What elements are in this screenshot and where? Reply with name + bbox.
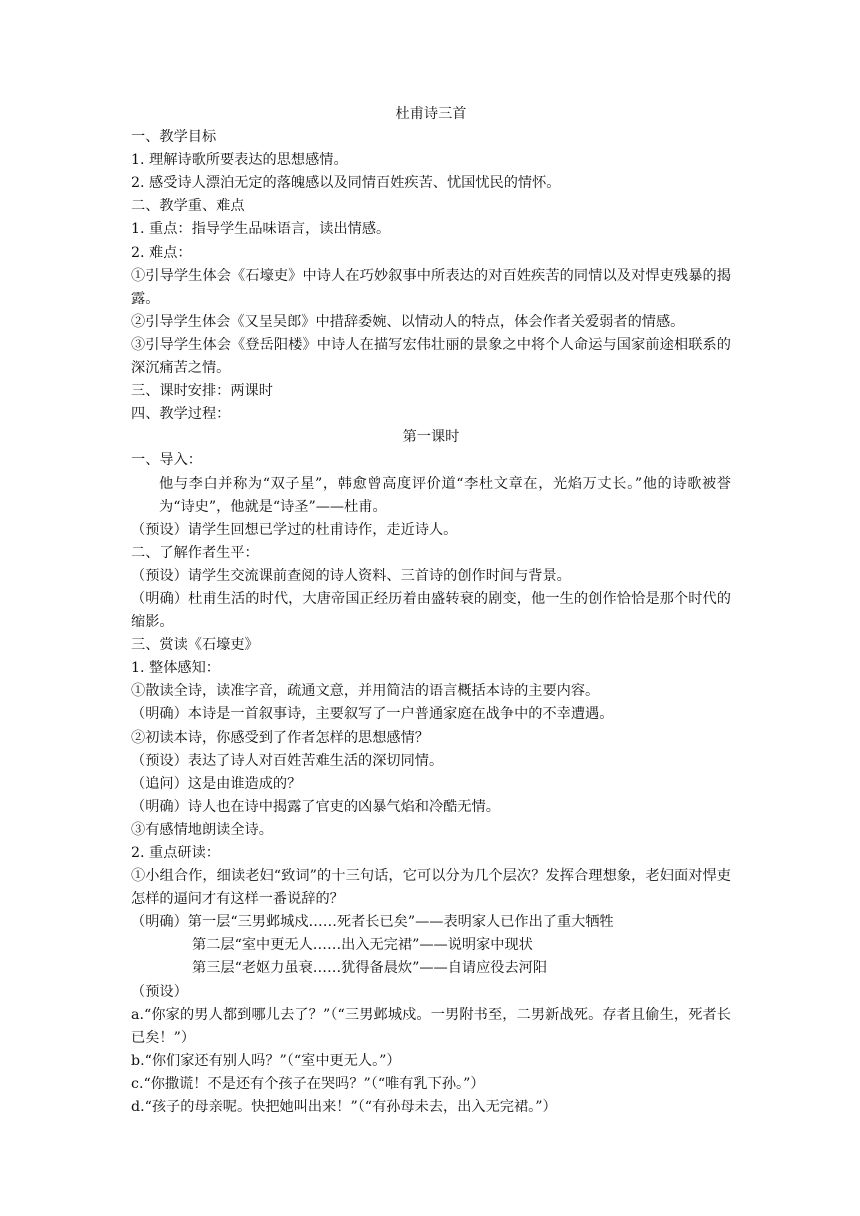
goal-item-1: 1. 理解诗歌所要表达的思想感情。 bbox=[131, 152, 348, 169]
reading-item-1: ①小组合作，细读老妇“致词”的十三句话，它可以分为几个层次？发挥合理想象，老妇面对悍吏怎样的逼问才有这样一番说辞的？ bbox=[131, 868, 731, 908]
key-point-2: 2. 难点： bbox=[131, 244, 192, 261]
difficulty-item-1: ①引导学生体会《石壕吏》中诗人在巧妙叙事中所表达的对百姓疾苦的同情以及对悍吏残暴的揭露。 bbox=[131, 267, 731, 307]
focused-reading: 2. 重点研读： bbox=[131, 845, 220, 861]
intro-preset: （预设）请学生回想已学过的杜甫诗作，走近诗人。 bbox=[131, 521, 458, 538]
document-title: 杜甫诗三首 bbox=[395, 106, 467, 122]
perception-followup: （追问）这是由谁造成的？ bbox=[131, 775, 302, 792]
perception-clarify-2: （明确）诗人也在诗中揭露了官吏的凶暴气焰和冷酷无情。 bbox=[131, 798, 500, 815]
heading-shihaoli: 三、赏读《石壕吏》 bbox=[131, 637, 259, 654]
difficulty-item-2: ②引导学生体会《又呈吴郎》中措辞委婉、以情动人的特点，体会作者关爱弱者的情感。 bbox=[131, 313, 685, 330]
document-page bbox=[131, 103, 731, 1119]
intro-paragraph: 他与李白并称为“双子星”，韩愈曾高度评价道“李杜文章在，光焰万丈长。”他的诗歌被誉为“诗史”，他就是“诗圣”——杜甫。 bbox=[159, 475, 731, 515]
perception-item-2: ②初读本诗，你感受到了作者怎样的思想感情？ bbox=[131, 729, 429, 746]
heading-process: 四、教学过程： bbox=[131, 406, 231, 423]
heading-teaching-goals: 一、教学目标 bbox=[131, 129, 217, 146]
perception-item-3: ③有感情地朗读全诗。 bbox=[131, 821, 273, 838]
heading-author: 二、了解作者生平： bbox=[131, 544, 259, 561]
layer-3: 第三层“老妪力虽衰……犹得备晨炊”——自请应役去河阳 bbox=[192, 960, 548, 977]
dialogue-b: b.“你们家还有别人吗？”（“室中更无人。”） bbox=[131, 1052, 401, 1069]
dialogue-a: a.“你家的男人都到哪儿去了？”（“三男邺城戍。一男附书至，二男新战死。存者且偷生，死者长已矣！”） bbox=[131, 1006, 731, 1046]
heading-schedule: 三、课时安排：两课时 bbox=[131, 383, 273, 400]
dialogue-c: c.“你撒谎！不是还有个孩子在哭吗？”（“唯有乳下孙。”） bbox=[131, 1075, 485, 1092]
layer-2: 第二层“室中更无人……出入无完裙”——说明家中现状 bbox=[192, 937, 533, 954]
perception-clarify-1: （明确）本诗是一首叙事诗，主要叙写了一户普通家庭在战争中的不幸遭遇。 bbox=[131, 706, 614, 723]
difficulty-item-3: ③引导学生体会《登岳阳楼》中诗人在描写宏伟壮丽的景象之中将个人命运与国家前途相联系的深沉痛苦之情。 bbox=[131, 336, 731, 377]
lesson-heading: 第一课时 bbox=[402, 429, 460, 446]
layer-1: （明确）第一层“三男邺城戍……死者长已矣”——表明家人已作出了重大牺牲 bbox=[131, 914, 614, 931]
heading-key-points: 二、教学重、难点 bbox=[131, 198, 245, 215]
author-clarify: （明确）杜甫生活的时代，大唐帝国正经历着由盛转衰的剧变，他一生的创作恰恰是那个时代的缩影。 bbox=[131, 590, 731, 631]
key-point-1: 1. 重点：指导学生品味语言，读出情感。 bbox=[131, 221, 391, 238]
perception-preset-2: （预设）表达了诗人对百姓苦难生活的深切同情。 bbox=[131, 752, 444, 769]
dialogue-d: d.“孩子的母亲呢。快把她叫出来！”（“有孙母未去，出入无完裙。”） bbox=[131, 1099, 557, 1116]
goal-item-2: 2. 感受诗人漂泊无定的落魄感以及同情百姓疾苦、忧国忧民的情怀。 bbox=[131, 175, 561, 192]
overall-perception: 1. 整体感知： bbox=[131, 660, 220, 677]
reading-preset: （预设） bbox=[131, 983, 188, 1000]
perception-item-1: ①散读全诗，读准字音，疏通文意，并用简洁的语言概括本诗的主要内容。 bbox=[131, 683, 600, 700]
author-preset: （预设）请学生交流课前查阅的诗人资料、三首诗的创作时间与背景。 bbox=[131, 567, 571, 584]
heading-intro: 一、导入： bbox=[131, 452, 202, 469]
